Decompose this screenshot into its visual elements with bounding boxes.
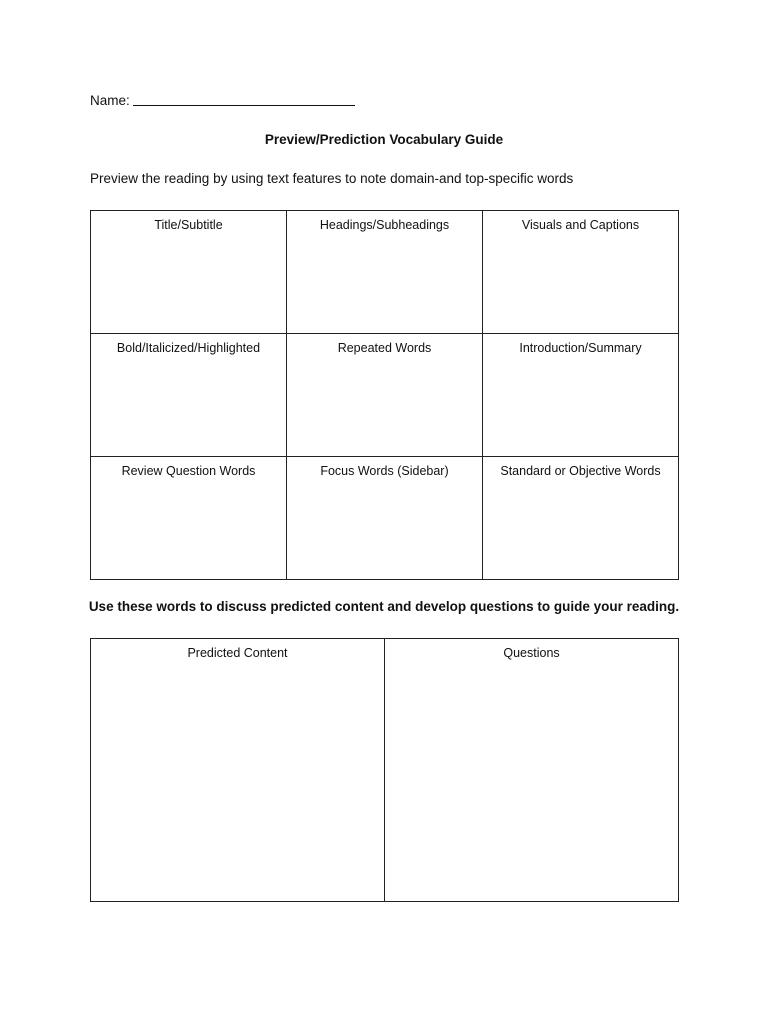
instructions-text: Preview the reading by using text features to note domain-and top-specific words [90, 171, 574, 186]
questions-cell[interactable]: Questions [385, 639, 679, 902]
name-blank-line[interactable] [133, 92, 355, 106]
predicted-content-cell[interactable]: Predicted Content [91, 639, 385, 902]
feature-cell-bold-italicized-highlighted[interactable]: Bold/Italicized/Highlighted [91, 334, 287, 457]
feature-cell-standard-objective-words[interactable]: Standard or Objective Words [483, 457, 679, 580]
name-label: Name: [90, 93, 130, 108]
table-row [91, 334, 679, 457]
feature-cell-headings-subheadings[interactable]: Headings/Subheadings [287, 211, 483, 334]
table-row [91, 457, 679, 580]
prediction-table [90, 638, 679, 902]
feature-cell-visuals-captions[interactable]: Visuals and Captions [483, 211, 679, 334]
section-prompt: Use these words to discuss predicted content and develop questions to guide your reading. [88, 599, 680, 614]
table-row [91, 639, 679, 902]
feature-cell-focus-words[interactable]: Focus Words (Sidebar) [287, 457, 483, 580]
document-title: Preview/Prediction Vocabulary Guide [264, 132, 504, 147]
feature-cell-repeated-words[interactable]: Repeated Words [287, 334, 483, 457]
feature-cell-introduction-summary[interactable]: Introduction/Summary [483, 334, 679, 457]
feature-cell-title-subtitle[interactable]: Title/Subtitle [91, 211, 287, 334]
table-row [91, 211, 679, 334]
name-field-row [90, 92, 355, 108]
feature-cell-review-question-words[interactable]: Review Question Words [91, 457, 287, 580]
text-features-table [90, 210, 679, 580]
